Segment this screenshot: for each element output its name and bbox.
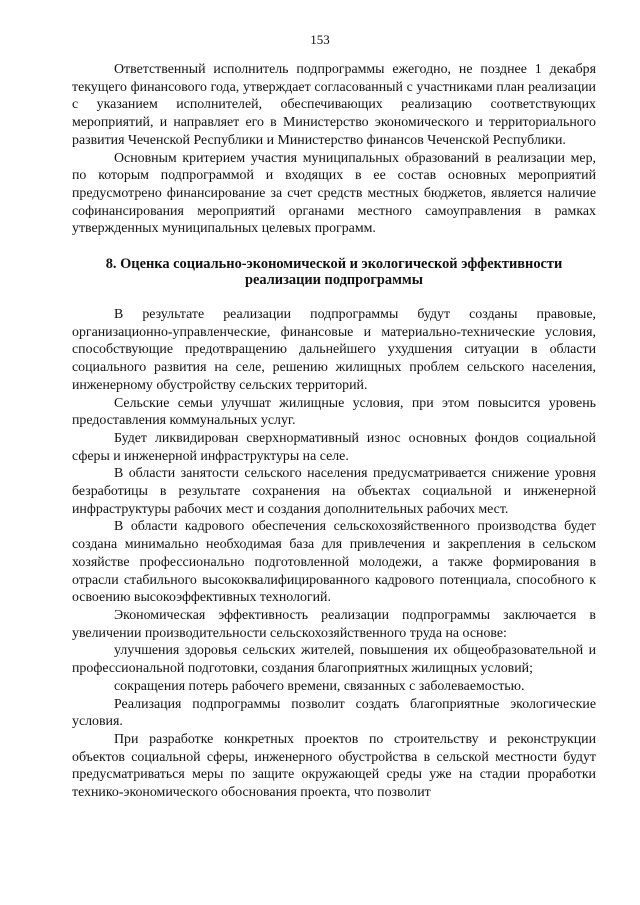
paragraph: Реализация подпрограммы позволит создать благоприятные экологические условия. (72, 696, 596, 730)
list-item: улучшения здоровья сельских жителей, повышения их общеобразовательной и профессиональной подготовки, создания благоприятных жилищных условий; (72, 643, 596, 677)
paragraph: В результате реализации подпрограммы будут созданы правовые, организационно-управленческие, финансовые и материально-технические условия, способствующие предотвращению дальнейшего ухудшения ситуации в области социального развития на селе, решению жилищных проблем сельского населения, инженерному обустройству сельских территорий. (72, 307, 596, 393)
paragraph: В области занятости сельского населения предусматривается снижение уровня безработицы в результате сохранения на объектах социальной и инженерной инфраструктуры рабочих мест и создания дополнительных рабочих мест. (72, 466, 596, 517)
list-item: сокращения потерь рабочего времени, связанных с заболеваемостью. (114, 678, 525, 694)
paragraph: Экономическая эффективность реализации подпрограммы заключается в увеличении производительности сельскохозяйственного труда на основе: (72, 607, 596, 641)
paragraph: Сельские семьи улучшат жилищные условия, при этом повысится уровень предоставления коммунальных услуг. (72, 395, 596, 429)
section-heading (72, 256, 596, 288)
paragraph: Будет ликвидирован сверхнормативный износ основных фондов социальной сферы и инженерной инфраструктуры на селе. (72, 430, 596, 464)
section-heading-line: 8. Оценка социально-экономической и экологической эффективности (105, 256, 563, 273)
page-number: 153 (310, 32, 330, 47)
paragraph: Основным критерием участия муниципальных образований в реализации мер, по которым подпрограммой и входящих в ее состав основных мероприятий предусмотрено финансирование за счет средств местных бюджетов, является наличие софинансирования мероприятий органами местного самоуправления в рамках утвержденных муниципальных целевых программ. (72, 150, 596, 237)
paragraph: В области кадрового обеспечения сельскохозяйственного производства будет создана минимально необходимая база для привлечения и закрепления в сельском хозяйстве профессионально подготовленной молодежи, а также формирования в отрасли стабильного высококвалифицированного кадрового потенциала, способного к освоению высокоэффективных технологий. (72, 519, 596, 606)
document-body (72, 61, 596, 802)
paragraph: Ответственный исполнитель подпрограммы ежегодно, не позднее 1 декабря текущего финансового года, утверждает согласованный с участниками план реализации с указанием исполнителей, обеспечивающих реализацию соответствующих мероприятий, и направляет его в Министерство экономического и территориального развития Чеченской Республики и Министерство финансов Чеченской Республики. (72, 62, 596, 148)
paragraph: При разработке конкретных проектов по строительству и реконструкции объектов социальной сферы, инженерного обустройства в сельской местности будут предусматриваться меры по защите окружающей среды уже на стадии проработки технико-экономического обоснования проекта, что позволит (72, 731, 596, 801)
section-heading-line: реализации подпрограммы (245, 272, 423, 289)
